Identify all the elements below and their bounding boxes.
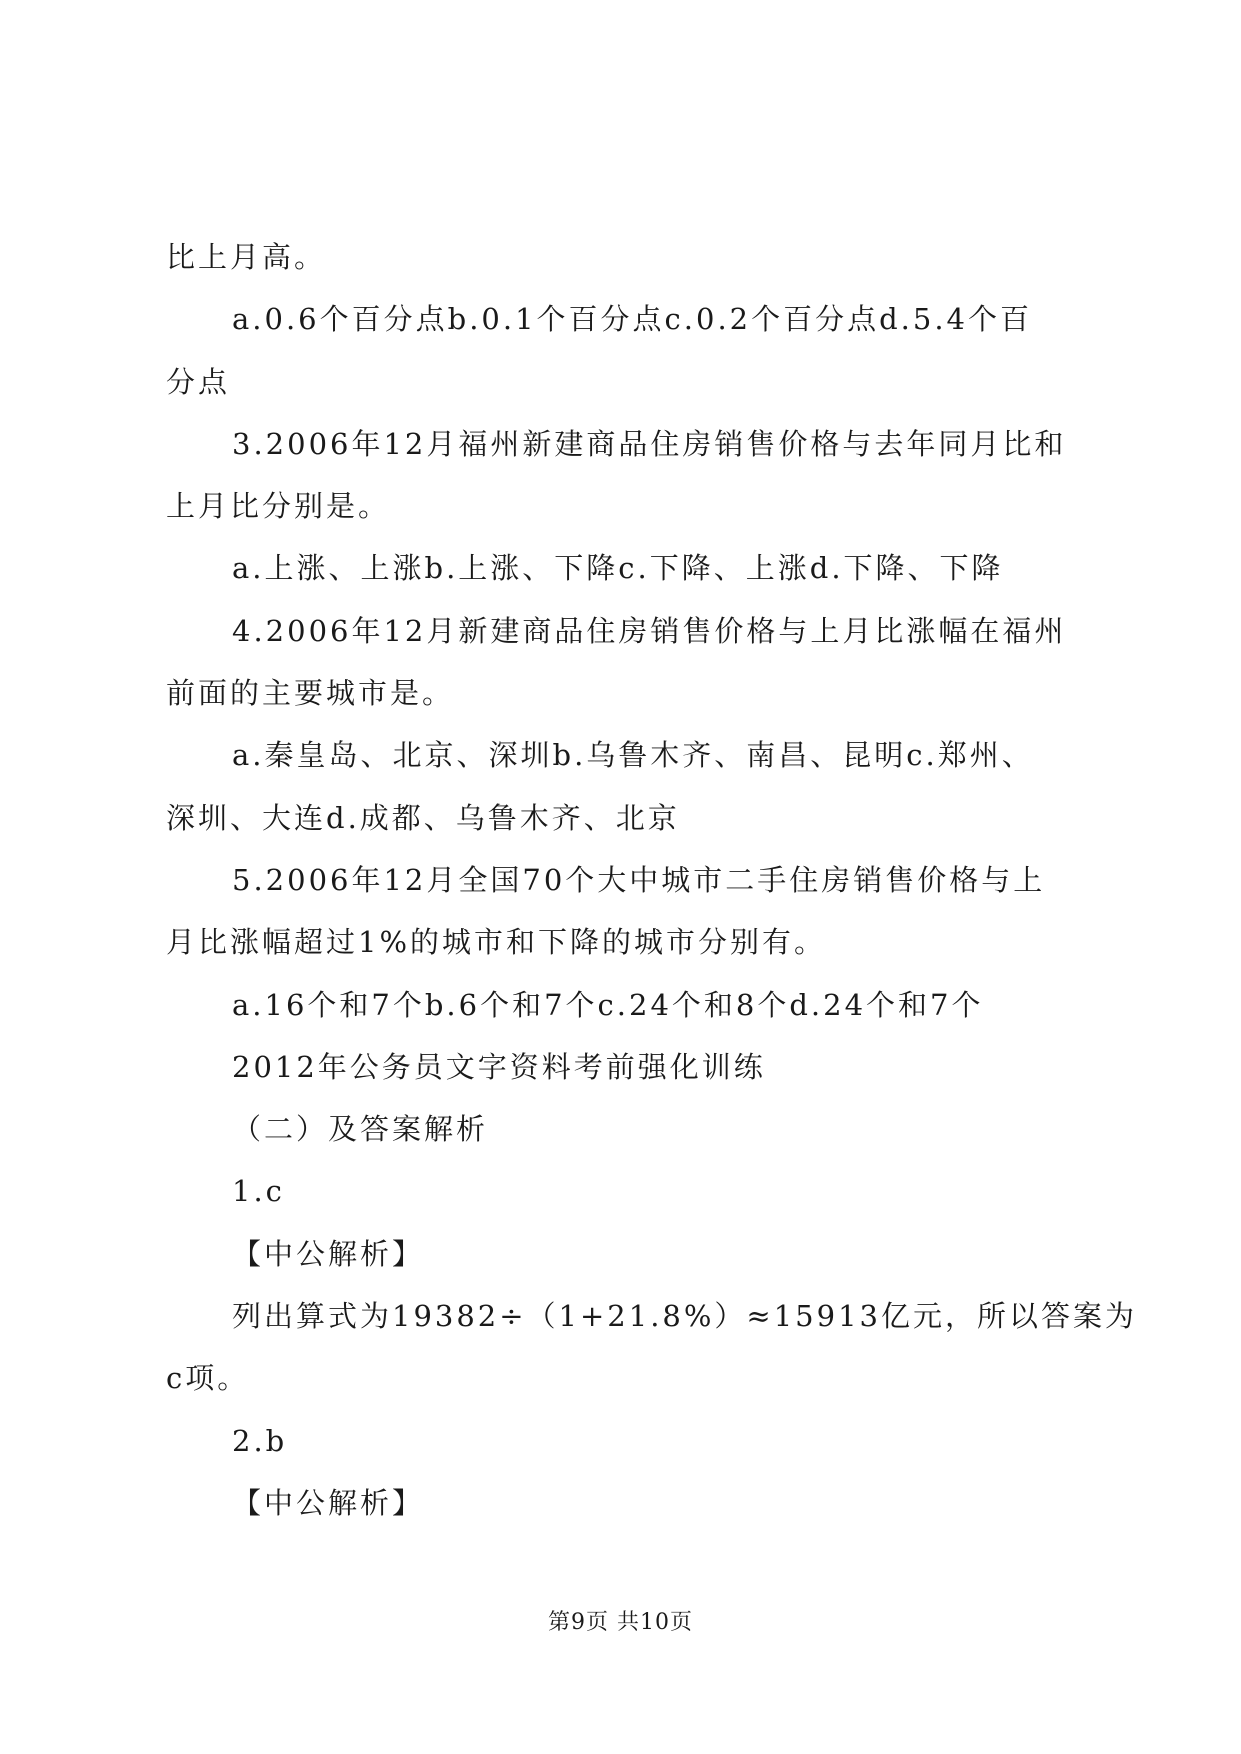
- text-line: c项。: [166, 1361, 250, 1396]
- text-line: 前面的主要城市是。: [166, 676, 455, 711]
- page-number-footer: 第9页 共10页: [548, 1610, 693, 1635]
- text-line: a.16个和7个b.6个和7个c.24个和8个d.24个和7个: [232, 987, 984, 1022]
- text-line: 5.2006年12月全国70个大中城市二手住房销售价格与上: [232, 862, 1046, 897]
- text-line: 深圳、大连d.成都、乌鲁木齐、北京: [166, 800, 680, 835]
- text-line: a.秦皇岛、北京、深圳b.乌鲁木齐、南昌、昆明c.郑州、: [232, 738, 1034, 773]
- section-heading: 2012年公务员文字资料考前强化训练: [232, 1049, 766, 1084]
- text-line: a.0.6个百分点b.0.1个百分点c.0.2个百分点d.5.4个百: [232, 302, 1033, 337]
- text-line: 列出算式为19382÷（1+21.8%）≈15913亿元，所以答案为: [232, 1299, 1137, 1334]
- analysis-label: 【中公解析】: [232, 1485, 425, 1520]
- text-line: 分点: [166, 364, 231, 399]
- answer-item: 2.b: [232, 1423, 288, 1458]
- text-line: a.上涨、上涨b.上涨、下降c.下降、上涨d.下降、下降: [232, 551, 1004, 586]
- text-line: 4.2006年12月新建商品住房销售价格与上月比涨幅在福州: [232, 613, 1067, 648]
- text-line: 比上月高。: [166, 240, 327, 274]
- text-line: 月比涨幅超过1%的城市和下降的城市分别有。: [166, 925, 827, 960]
- document-body: [166, 226, 1137, 1534]
- answer-item: 1.c: [232, 1174, 285, 1209]
- section-heading: （二）及答案解析: [232, 1112, 489, 1147]
- text-line: 3.2006年12月福州新建商品住房销售价格与去年同月比和: [232, 426, 1067, 461]
- text-line: 上月比分别是。: [166, 489, 391, 524]
- analysis-label: 【中公解析】: [232, 1236, 425, 1271]
